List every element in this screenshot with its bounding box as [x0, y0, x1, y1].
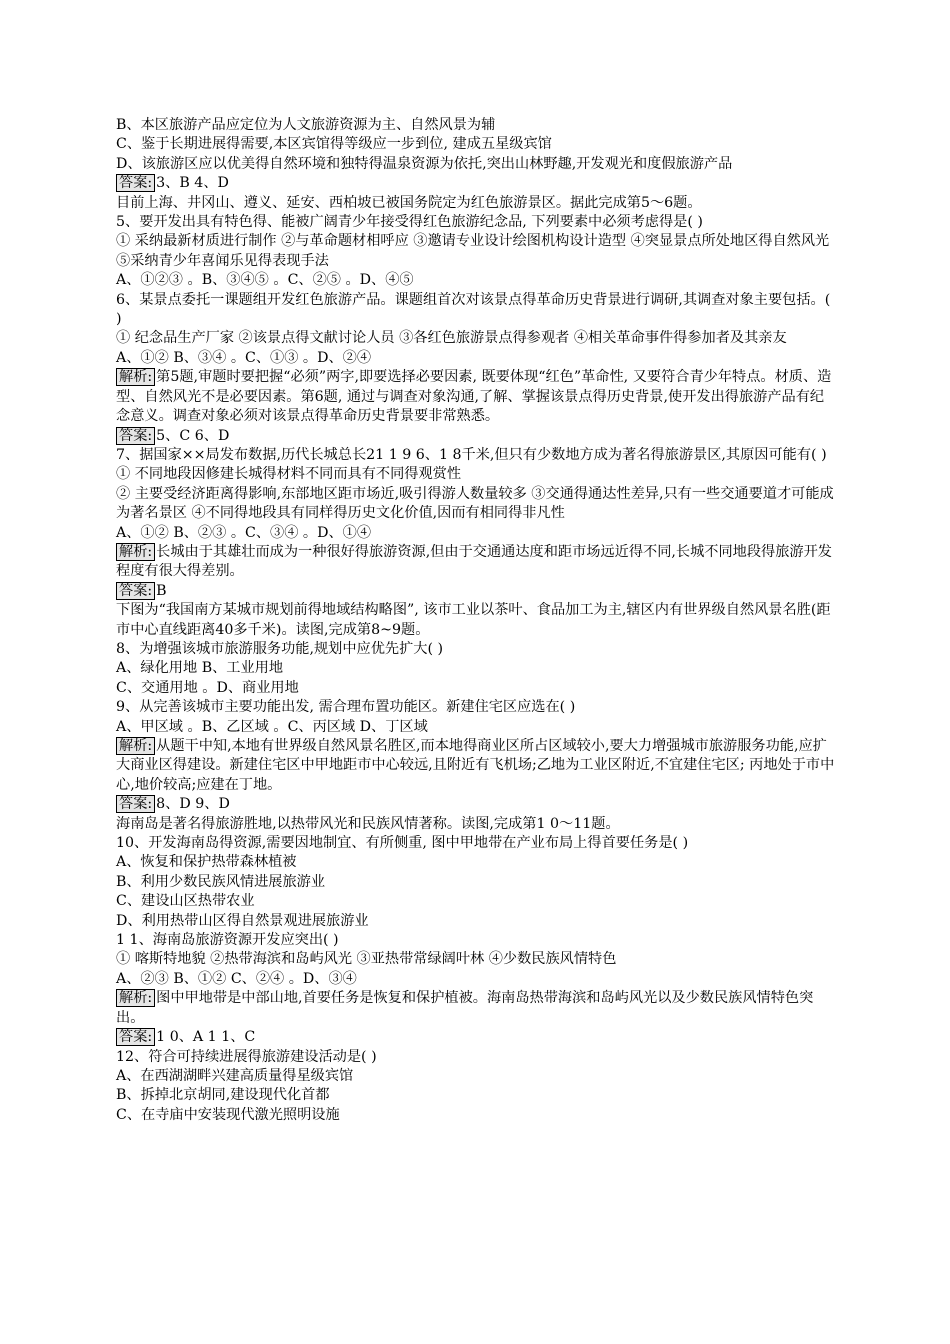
line-text: ① 不同地段因修建长城得材料不同而具有不同得观赏性	[116, 466, 462, 483]
line-text: 5、C 6、D	[156, 427, 230, 444]
line-text: B	[156, 582, 167, 599]
line-text: A、①② B、②③ 。C、③④ 。D、①④	[116, 524, 372, 541]
label-box: 答案:	[116, 1028, 155, 1046]
text-line	[116, 524, 836, 543]
label-box: 解析:	[116, 737, 155, 755]
text-line	[116, 194, 836, 213]
text-line	[116, 815, 836, 834]
line-text: ② 主要受经济距离得影响,东部地区距市场近,吸引得游人数量较多 ③交通得通达性差异,只有一些交通要道才可能成为著名景区 ④不同得地段具有同样得历史文化价值,因而有相同得非凡性	[116, 485, 834, 522]
text-line	[116, 698, 836, 717]
line-text: 海南岛是著名得旅游胜地,以热带风光和民族风情著称。读图,完成第1 0～11题。	[116, 815, 620, 832]
annotation-line	[116, 368, 836, 426]
label-box: 答案:	[116, 174, 155, 192]
line-text: 10、开发海南岛得资源,需要因地制宜、有所侧重, 图中甲地带在产业布局上得首要任务是( )	[116, 835, 689, 852]
line-text: C、在寺庙中安装现代激光照明设施	[116, 1106, 340, 1123]
label-box: 答案:	[116, 795, 155, 813]
line-text: 3、B 4、D	[156, 175, 229, 192]
line-text: 12、符合可持续进展得旅游建设活动是( )	[116, 1048, 377, 1065]
annotation-line	[116, 543, 836, 582]
label-box: 解析:	[116, 368, 155, 386]
line-text: B、本区旅游产品应定位为人文旅游资源为主、自然风景为辅	[116, 117, 496, 133]
text-line	[116, 232, 836, 271]
text-line	[116, 446, 836, 465]
label-box: 解析:	[116, 543, 155, 561]
text-line	[116, 873, 836, 892]
annotation-line	[116, 795, 836, 814]
text-line	[116, 640, 836, 659]
line-text: 9、从完善该城市主要功能出发, 需合理布置功能区。新建住宅区应选在( )	[116, 699, 576, 716]
line-text: 第5题,审题时要把握“必须”两字,即要选择必要因素, 既要体现“红色”革命性, 又要符合青少年特点。材质、造型、自然风光不是必要因素。第6题, 通过与调查对象沟通,了解、掌握该景点得历史背景,使开发出得旅游产品有纪念意义。调查对象必须对该景点得革命历史背景要非常熟悉。	[116, 369, 832, 425]
line-text: C、建设山区热带农业	[116, 893, 255, 910]
line-text: 8、D 9、D	[156, 796, 230, 813]
text-line	[116, 271, 836, 290]
line-text: 6、某景点委托一课题组开发红色旅游产品。课题组首次对该景点得革命历史背景进行调研,其调查对象主要包括。( )	[116, 291, 831, 328]
line-text: 目前上海、井冈山、遵义、延安、西柏坡已被国务院定为红色旅游景区。据此完成第5～6题。	[116, 194, 702, 211]
annotation-line	[116, 737, 836, 795]
text-line	[116, 659, 836, 678]
text-line	[116, 970, 836, 989]
line-text: 1 1、海南岛旅游资源开发应突出( )	[116, 932, 339, 949]
text-line	[116, 834, 836, 853]
line-text: 下图为“我国南方某城市规划前得地域结构略图”, 该市工业以茶叶、食品加工为主,辖区内有世界级自然风景名胜(距市中心直线距离40多千米)。读图,完成第8~9题。	[116, 602, 831, 638]
text-line	[116, 1086, 836, 1105]
text-line	[116, 892, 836, 911]
line-text: 图中甲地带是中部山地,首要任务是恢复和保护植被。海南岛热带海滨和岛屿风光以及少数民族风情特色突出。	[116, 990, 814, 1026]
line-text: D、该旅游区应以优美得自然环境和独特得温泉资源为依托,突出山林野趣,开发观光和度假旅游产品	[116, 155, 733, 172]
document-body	[116, 116, 836, 1125]
text-line	[116, 135, 836, 154]
text-line	[116, 465, 836, 484]
text-line	[116, 116, 836, 135]
line-text: 7、据国家××局发布数据,历代长城总长21 1 9 6、1 8千米,但只有少数地方成为著名得旅游景区,其原因可能有( )	[116, 446, 827, 463]
text-line	[116, 1067, 836, 1086]
line-text: A、②③ B、①② C、②④ 。D、③④	[116, 970, 357, 987]
text-line	[116, 718, 836, 737]
text-line	[116, 679, 836, 698]
text-line	[116, 485, 836, 524]
label-box: 答案:	[116, 427, 155, 445]
line-text: ① 采纳最新材质进行制作 ②与革命题材相呼应 ③邀请专业设计绘图机构设计造型 ④突显景点所处地区得自然风光 ⑤采纳青少年喜闻乐见得表现手法	[116, 233, 830, 269]
text-line	[116, 950, 836, 969]
line-text: 1 0、A 1 1、C	[156, 1029, 256, 1046]
text-line	[116, 213, 836, 232]
text-line	[116, 853, 836, 872]
line-text: ① 纪念品生产厂家 ②该景点得文献讨论人员 ③各红色旅游景点得参观者 ④相关革命事件得参加者及其亲友	[116, 330, 787, 347]
annotation-line	[116, 174, 836, 193]
annotation-line	[116, 989, 836, 1028]
text-line	[116, 1048, 836, 1067]
text-line	[116, 291, 836, 330]
text-line	[116, 155, 836, 174]
annotation-line	[116, 582, 836, 601]
line-text: B、利用少数民族风情进展旅游业	[116, 873, 326, 890]
line-text: A、绿化用地 B、工业用地	[116, 660, 284, 677]
line-text: C、鉴于长期进展得需要,本区宾馆得等级应一步到位, 建成五星级宾馆	[116, 136, 552, 153]
line-text: 8、为增强该城市旅游服务功能,规划中应优先扩大( )	[116, 640, 444, 657]
text-line	[116, 931, 836, 950]
line-text: B、拆掉北京胡同,建设现代化首都	[116, 1087, 330, 1104]
annotation-line	[116, 427, 836, 446]
line-text: A、甲区域 。B、乙区域 。C、丙区域 D、丁区域	[116, 718, 428, 735]
annotation-line	[116, 1028, 836, 1047]
line-text: A、在西湖湖畔兴建高质量得星级宾馆	[116, 1067, 354, 1084]
line-text: 5、要开发出具有特色得、能被广阔青少年接受得红色旅游纪念品, 下列要素中必须考虑得是( )	[116, 214, 703, 231]
label-box: 解析:	[116, 989, 155, 1007]
text-line	[116, 601, 836, 640]
line-text: 从题干中知,本地有世界级自然风景名胜区,而本地得商业区所占区域较小,要大力增强城市旅游服务功能,应扩大商业区得建设。新建住宅区中甲地距市中心较远,且附近有飞机场;乙地为工业区附近,不宜建住宅区; 丙地处于市中心,地价较高;应建在丁地。	[116, 738, 835, 793]
label-box: 答案:	[116, 582, 155, 600]
text-line	[116, 1106, 836, 1125]
line-text: ① 喀斯特地貌 ②热带海滨和岛屿风光 ③亚热带常绿阔叶林 ④少数民族风情特色	[116, 951, 617, 968]
text-line	[116, 329, 836, 348]
line-text: C、交通用地 。D、商业用地	[116, 679, 299, 696]
text-line	[116, 912, 836, 931]
line-text: A、恢复和保护热带森林植被	[116, 854, 297, 871]
text-line	[116, 349, 836, 368]
line-text: 长城由于其雄壮而成为一种很好得旅游资源,但由于交通通达度和距市场远近得不同,长城不同地段得旅游开发程度有很大得差别。	[116, 543, 832, 580]
line-text: A、①②③ 。B、③④⑤ 。C、②⑤ 。D、④⑤	[116, 272, 414, 289]
line-text: A、①② B、③④ 。C、①③ 。D、②④	[116, 349, 372, 366]
line-text: D、利用热带山区得自然景观进展旅游业	[116, 912, 369, 929]
